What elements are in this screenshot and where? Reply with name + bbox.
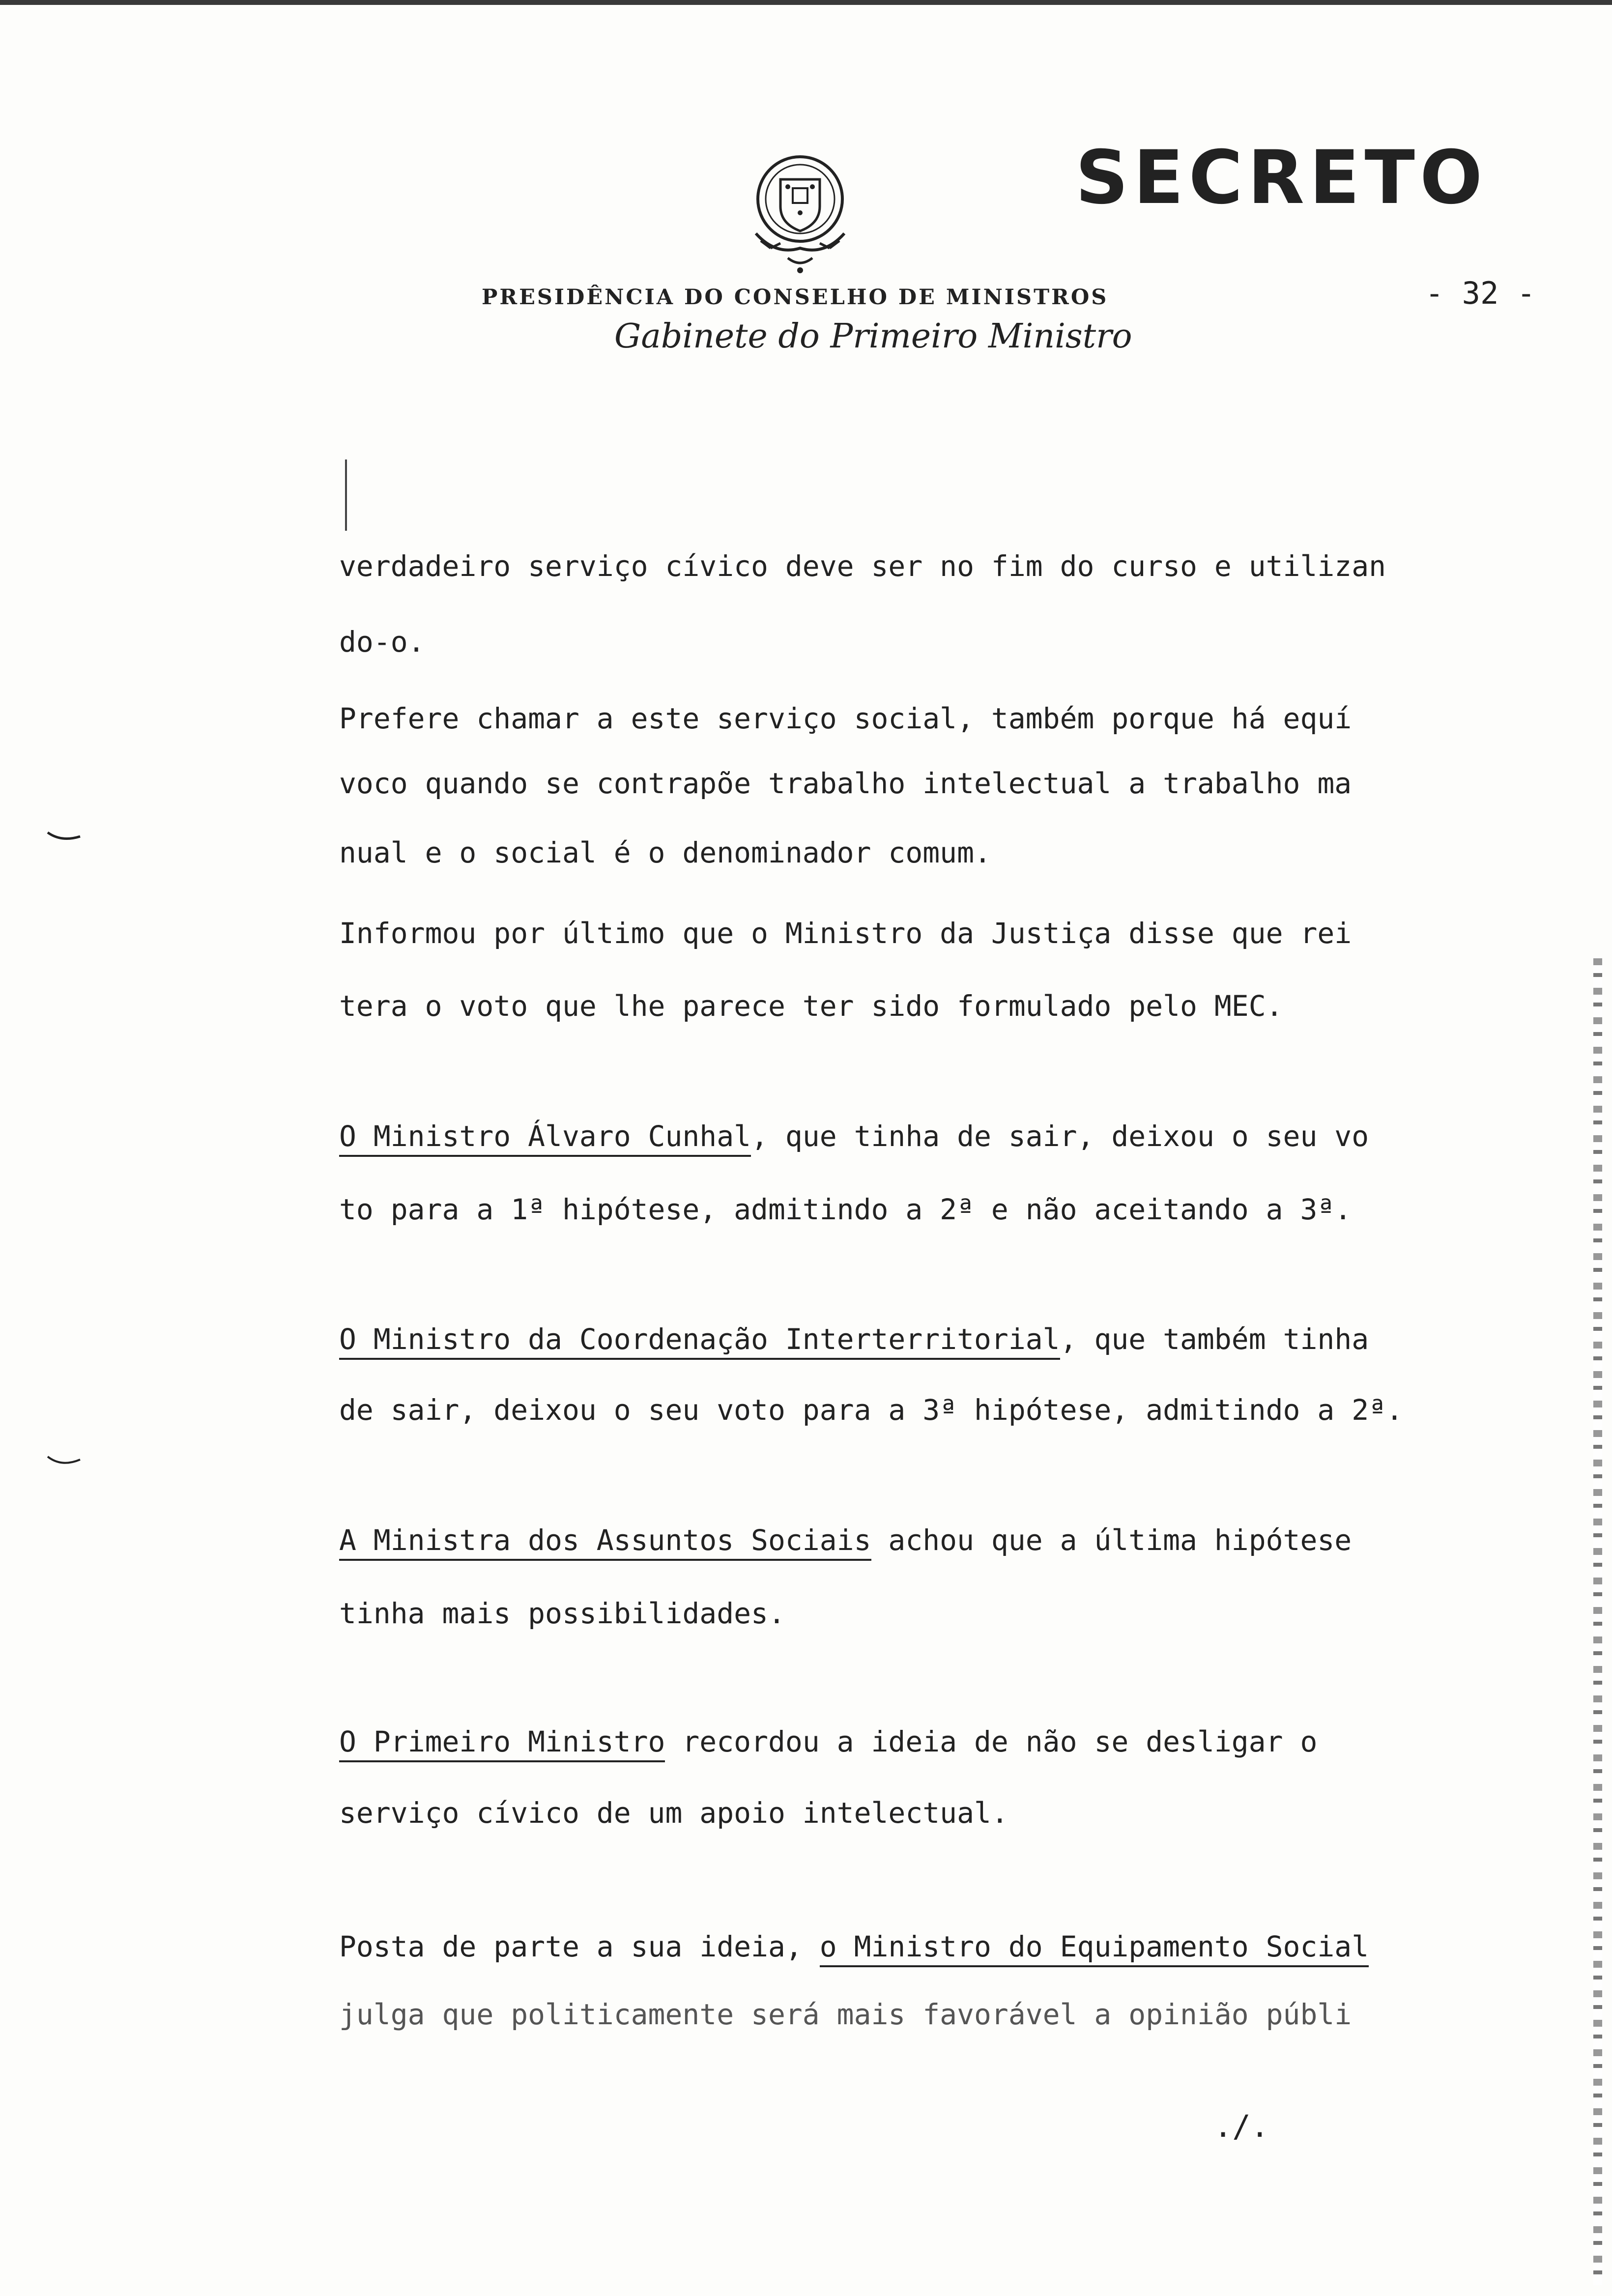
line-text: , que tinha de sair, deixou o seu vo (751, 1119, 1369, 1153)
top-border (0, 0, 1612, 5)
body-line (339, 1727, 1317, 1756)
speaker-name: o Ministro do Equipamento Social (820, 1930, 1369, 1967)
coat-of-arms-icon (741, 150, 859, 278)
classification-stamp: SECRETO (1075, 135, 1488, 221)
line-text: recordou a ideia de não se desligar o (665, 1725, 1318, 1758)
body-line: julga que politicamente será mais favorável a opinião públi (339, 1998, 1352, 2031)
body-line: Prefere chamar a este serviço social, também porque há equí (339, 702, 1352, 735)
body-line: voco quando se contrapõe trabalho intelectual a trabalho ma (339, 767, 1352, 800)
body-line: nual e o social é o denominador comum. (339, 836, 991, 869)
margin-mark (345, 459, 347, 531)
speaker-name: O Primeiro Ministro (339, 1725, 665, 1762)
body-line: to para a 1ª hipótese, admitindo a 2ª e não aceitando a 3ª. (339, 1193, 1352, 1226)
body-line: Informou por último que o Ministro da Justiça disse que rei (339, 917, 1352, 950)
speaker-name: O Ministro Álvaro Cunhal (339, 1119, 751, 1157)
line-text: achou que a última hipótese (871, 1523, 1352, 1557)
scan-edge (1593, 958, 1602, 2285)
speaker-name: O Ministro da Coordenação Interterritorial (339, 1322, 1060, 1360)
body-line (339, 1322, 1369, 1356)
margin-tick-icon (47, 831, 81, 845)
body-line (339, 1932, 1369, 1961)
speaker-name: A Ministra dos Assuntos Sociais (339, 1523, 871, 1561)
line-text: Posta de parte a sua ideia, (339, 1930, 820, 1963)
letterhead-subtitle: Gabinete do Primeiro Ministro (614, 317, 1132, 356)
body-line: tera o voto que lhe parece ter sido formulado pelo MEC. (339, 989, 1283, 1023)
body-line: do-o. (339, 625, 425, 659)
body-line (339, 1119, 1369, 1153)
body-line (339, 1523, 1352, 1557)
body-line: verdadeiro serviço cívico deve ser no fim do curso e utilizan (339, 549, 1386, 583)
margin-tick-icon (47, 1455, 81, 1469)
continuation-mark: ./. (1214, 2108, 1269, 2144)
body-line: tinha mais possibilidades. (339, 1597, 785, 1630)
line-text: , que também tinha (1060, 1322, 1369, 1356)
body-line: de sair, deixou o seu voto para a 3ª hipótese, admitindo a 2ª. (339, 1393, 1403, 1427)
letterhead-title: PRESIDÊNCIA DO CONSELHO DE MINISTROS (482, 285, 1109, 310)
body-line: serviço cívico de um apoio intelectual. (339, 1796, 1008, 1830)
page-number: - 32 - (1425, 275, 1535, 311)
